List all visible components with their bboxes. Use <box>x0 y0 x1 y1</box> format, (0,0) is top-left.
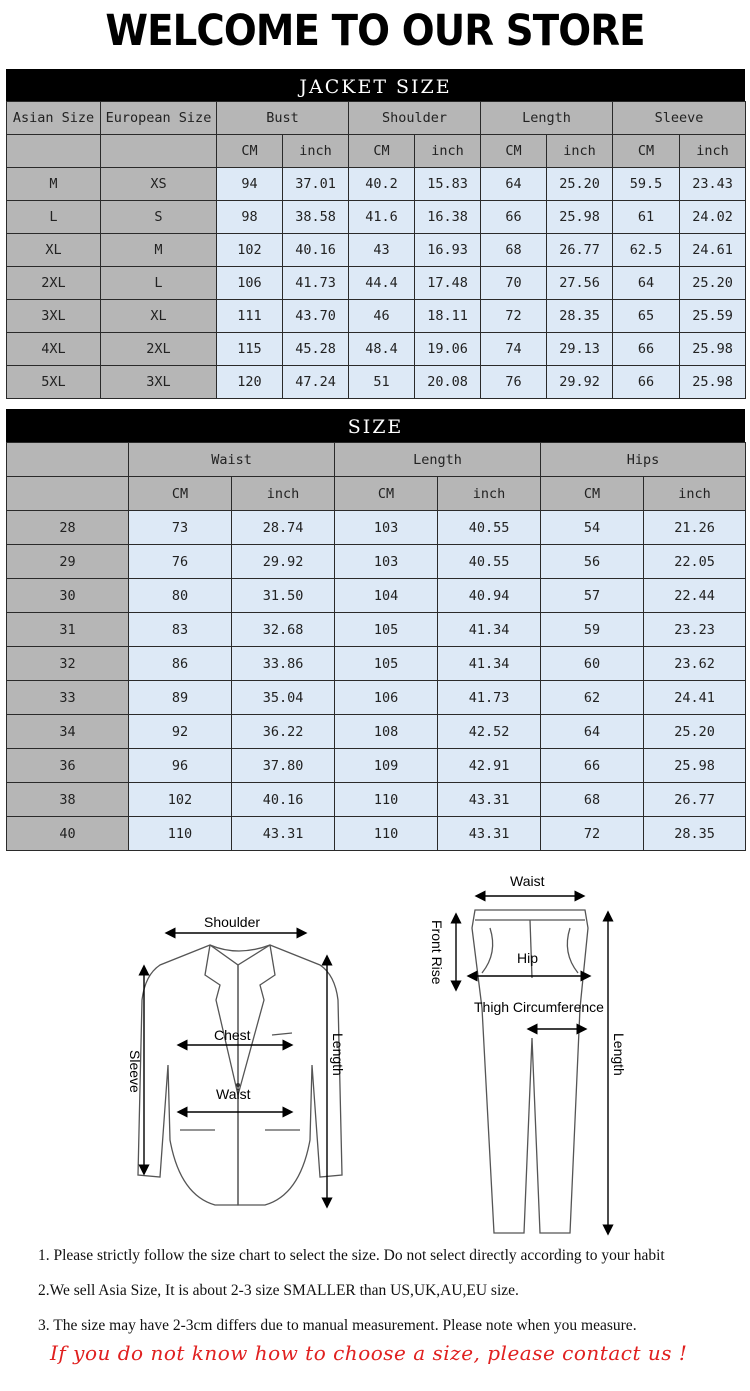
measurement-cell: 66 <box>613 366 680 399</box>
measurement-cell: 25.20 <box>644 715 746 749</box>
jacket-size-row <box>7 333 746 366</box>
hip-label: Hip <box>517 950 539 966</box>
pants-size-cell: 30 <box>7 579 129 613</box>
measurement-cell: 72 <box>541 817 644 851</box>
measurement-cell: 42.91 <box>438 749 541 783</box>
measurement-cell: 41.34 <box>438 613 541 647</box>
pants-unit-row <box>7 477 746 511</box>
measurement-cell: 61 <box>613 201 680 234</box>
measurement-cell: 96 <box>129 749 232 783</box>
measurement-cell: 106 <box>217 267 283 300</box>
measurement-cell: 23.43 <box>680 168 746 201</box>
pants-size-cell: 36 <box>7 749 129 783</box>
note-1: 1. Please strictly follow the size chart to select the size. Do not select directly according to your habit <box>38 1247 665 1264</box>
measurement-cell: 45.28 <box>283 333 349 366</box>
measurement-cell: 76 <box>129 545 232 579</box>
measurement-cell: 120 <box>217 366 283 399</box>
jacket-header-row <box>7 102 746 135</box>
sleeve-header: Sleeve <box>613 102 746 135</box>
jacket-size-row <box>7 234 746 267</box>
measurement-cell: 17.48 <box>415 267 481 300</box>
shoulder-header: Shoulder <box>349 102 481 135</box>
length-header: Length <box>335 443 541 477</box>
measurement-cell: 104 <box>335 579 438 613</box>
measurement-cell: 40.55 <box>438 545 541 579</box>
measurement-cell: 41.6 <box>349 201 415 234</box>
measurement-cell: 41.34 <box>438 647 541 681</box>
measurement-cell: 25.98 <box>547 201 613 234</box>
measurement-cell: 20.08 <box>415 366 481 399</box>
jacket-unit-row <box>7 135 746 168</box>
pants-measurement-diagram <box>420 868 640 1238</box>
front-rise-label: Front Rise <box>429 920 445 985</box>
shoulder-label: Shoulder <box>204 914 261 930</box>
measurement-cell: 59 <box>541 613 644 647</box>
measurement-cell: 44.4 <box>349 267 415 300</box>
measurement-cell: 72 <box>481 300 547 333</box>
measurement-cell: 19.06 <box>415 333 481 366</box>
measurement-cell: 16.93 <box>415 234 481 267</box>
jacket-size-table <box>6 101 746 399</box>
pants-size-row <box>7 511 746 545</box>
european-size-cell: L <box>101 267 217 300</box>
measurement-cell: 43.31 <box>438 783 541 817</box>
sleeve-label: Sleeve <box>127 1050 143 1093</box>
measurement-cell: 86 <box>129 647 232 681</box>
measurement-cell: 64 <box>541 715 644 749</box>
hips-header: Hips <box>541 443 746 477</box>
unit-inch: inch <box>232 477 335 511</box>
measurement-cell: 106 <box>335 681 438 715</box>
pants-size-row <box>7 749 746 783</box>
european-size-cell: M <box>101 234 217 267</box>
store-title: WELCOME TO OUR STORE <box>105 6 645 56</box>
measurement-cell: 92 <box>129 715 232 749</box>
measurement-cell: 41.73 <box>283 267 349 300</box>
jacket-waist-label: Waist <box>216 1086 251 1102</box>
measurement-cell: 60 <box>541 647 644 681</box>
pants-size-row <box>7 783 746 817</box>
measurement-cell: 24.61 <box>680 234 746 267</box>
measurement-cell: 43.70 <box>283 300 349 333</box>
measurement-cell: 105 <box>335 613 438 647</box>
pants-waist-label: Waist <box>510 873 545 889</box>
measurement-cell: 29.92 <box>547 366 613 399</box>
measurement-cell: 66 <box>613 333 680 366</box>
european-size-cell: XS <box>101 168 217 201</box>
measurement-cell: 56 <box>541 545 644 579</box>
measurement-cell: 25.98 <box>644 749 746 783</box>
measurement-cell: 24.41 <box>644 681 746 715</box>
european-size-cell: 2XL <box>101 333 217 366</box>
pants-length-label: Length <box>611 1033 627 1076</box>
measurement-cell: 26.77 <box>644 783 746 817</box>
jacket-measurement-diagram <box>120 905 360 1215</box>
pants-header-row <box>7 443 746 477</box>
measurement-cell: 54 <box>541 511 644 545</box>
measurement-cell: 109 <box>335 749 438 783</box>
waist-header: Waist <box>129 443 335 477</box>
measurement-cell: 66 <box>481 201 547 234</box>
measurement-cell: 103 <box>335 511 438 545</box>
measurement-cell: 51 <box>349 366 415 399</box>
pants-size-cell: 28 <box>7 511 129 545</box>
measurement-cell: 40.16 <box>283 234 349 267</box>
unit-cm: CM <box>481 135 547 168</box>
measurement-cell: 21.26 <box>644 511 746 545</box>
measurement-cell: 111 <box>217 300 283 333</box>
pants-size-cell: 40 <box>7 817 129 851</box>
measurement-cell: 40.94 <box>438 579 541 613</box>
measurement-cell: 47.24 <box>283 366 349 399</box>
asian-size-header: Asian Size <box>7 102 101 135</box>
measurement-cell: 26.77 <box>547 234 613 267</box>
jacket-size-title: JACKET SIZE <box>6 69 745 102</box>
note-3: 3. The size may have 2-3cm differs due to manual measurement. Please note when you measure. <box>38 1317 637 1334</box>
measurement-cell: 110 <box>335 783 438 817</box>
measurement-cell: 23.62 <box>644 647 746 681</box>
measurement-cell: 65 <box>613 300 680 333</box>
measurement-cell: 37.01 <box>283 168 349 201</box>
measurement-cell: 25.98 <box>680 333 746 366</box>
asian-size-cell: XL <box>7 234 101 267</box>
jacket-size-row <box>7 168 746 201</box>
thigh-label: Thigh Circumference <box>474 999 604 1015</box>
pants-size-cell: 38 <box>7 783 129 817</box>
measurement-cell: 108 <box>335 715 438 749</box>
measurement-cell: 62 <box>541 681 644 715</box>
unit-inch: inch <box>680 135 746 168</box>
unit-inch: inch <box>283 135 349 168</box>
asian-size-cell: 2XL <box>7 267 101 300</box>
measurement-cell: 43.31 <box>438 817 541 851</box>
measurement-cell: 25.20 <box>680 267 746 300</box>
pants-measure-arrows <box>456 896 608 1230</box>
pants-size-cell: 32 <box>7 647 129 681</box>
pants-size-row <box>7 715 746 749</box>
measurement-cell: 70 <box>481 267 547 300</box>
measurement-cell: 76 <box>481 366 547 399</box>
jacket-outline <box>138 945 342 1205</box>
measurement-cell: 23.23 <box>644 613 746 647</box>
pants-size-cell: 34 <box>7 715 129 749</box>
measurement-cell: 68 <box>481 234 547 267</box>
measurement-cell: 16.38 <box>415 201 481 234</box>
measurement-cell: 42.52 <box>438 715 541 749</box>
measurement-cell: 59.5 <box>613 168 680 201</box>
jacket-length-label: Length <box>330 1033 346 1076</box>
measurement-cell: 25.59 <box>680 300 746 333</box>
measurement-cell: 64 <box>481 168 547 201</box>
measurement-cell: 74 <box>481 333 547 366</box>
measurement-cell: 89 <box>129 681 232 715</box>
pants-size-row <box>7 579 746 613</box>
measurement-cell: 102 <box>217 234 283 267</box>
pants-size-row <box>7 545 746 579</box>
unit-cm: CM <box>335 477 438 511</box>
measurement-cell: 40.55 <box>438 511 541 545</box>
measurement-cell: 35.04 <box>232 681 335 715</box>
jacket-measure-arrows <box>144 933 327 1203</box>
measurement-cell: 57 <box>541 579 644 613</box>
note-2: 2.We sell Asia Size, It is about 2-3 size SMALLER than US,UK,AU,EU size. <box>38 1282 519 1299</box>
blank-cell <box>7 135 101 168</box>
jacket-size-row <box>7 366 746 399</box>
pants-size-table <box>6 442 746 851</box>
length-header: Length <box>481 102 613 135</box>
measurement-cell: 105 <box>335 647 438 681</box>
measurement-cell: 110 <box>335 817 438 851</box>
unit-cm: CM <box>129 477 232 511</box>
measurement-cell: 25.20 <box>547 168 613 201</box>
measurement-cell: 64 <box>613 267 680 300</box>
measurement-cell: 103 <box>335 545 438 579</box>
measurement-cell: 68 <box>541 783 644 817</box>
asian-size-cell: 4XL <box>7 333 101 366</box>
measurement-cell: 18.11 <box>415 300 481 333</box>
asian-size-cell: M <box>7 168 101 201</box>
measurement-cell: 37.80 <box>232 749 335 783</box>
unit-inch: inch <box>438 477 541 511</box>
unit-cm: CM <box>217 135 283 168</box>
unit-inch: inch <box>644 477 746 511</box>
measurement-cell: 24.02 <box>680 201 746 234</box>
contact-note: If you do not know how to choose a size, please contact us ! <box>50 1341 688 1365</box>
measurement-cell: 22.05 <box>644 545 746 579</box>
unit-cm: CM <box>613 135 680 168</box>
jacket-size-row <box>7 300 746 333</box>
measurement-cell: 115 <box>217 333 283 366</box>
measurement-cell: 62.5 <box>613 234 680 267</box>
measurement-cell: 29.13 <box>547 333 613 366</box>
jacket-size-row <box>7 267 746 300</box>
measurement-cell: 28.35 <box>547 300 613 333</box>
measurement-cell: 15.83 <box>415 168 481 201</box>
measurement-cell: 41.73 <box>438 681 541 715</box>
measurement-cell: 22.44 <box>644 579 746 613</box>
european-size-header: European Size <box>101 102 217 135</box>
bust-header: Bust <box>217 102 349 135</box>
european-size-cell: XL <box>101 300 217 333</box>
measurement-cell: 98 <box>217 201 283 234</box>
unit-cm: CM <box>541 477 644 511</box>
measurement-cell: 25.98 <box>680 366 746 399</box>
chest-label: Chest <box>214 1027 251 1043</box>
pants-size-cell: 33 <box>7 681 129 715</box>
measurement-cell: 73 <box>129 511 232 545</box>
pants-size-row <box>7 817 746 851</box>
measurement-cell: 28.74 <box>232 511 335 545</box>
pants-size-cell: 29 <box>7 545 129 579</box>
pants-size-row <box>7 613 746 647</box>
unit-cm: CM <box>349 135 415 168</box>
measurement-cell: 27.56 <box>547 267 613 300</box>
measurement-cell: 29.92 <box>232 545 335 579</box>
measurement-cell: 31.50 <box>232 579 335 613</box>
measurement-cell: 38.58 <box>283 201 349 234</box>
measurement-cell: 66 <box>541 749 644 783</box>
asian-size-cell: 5XL <box>7 366 101 399</box>
measurement-cell: 33.86 <box>232 647 335 681</box>
unit-inch: inch <box>415 135 481 168</box>
measurement-cell: 102 <box>129 783 232 817</box>
blank-cell <box>7 477 129 511</box>
jacket-size-row <box>7 201 746 234</box>
measurement-cell: 32.68 <box>232 613 335 647</box>
pants-size-title: SIZE <box>6 409 745 442</box>
measurement-cell: 94 <box>217 168 283 201</box>
european-size-cell: S <box>101 201 217 234</box>
measurement-cell: 40.2 <box>349 168 415 201</box>
measurement-cell: 110 <box>129 817 232 851</box>
pants-size-row <box>7 681 746 715</box>
measurement-cell: 46 <box>349 300 415 333</box>
asian-size-cell: 3XL <box>7 300 101 333</box>
unit-inch: inch <box>547 135 613 168</box>
measurement-cell: 40.16 <box>232 783 335 817</box>
pants-size-cell: 31 <box>7 613 129 647</box>
blank-cell <box>7 443 129 477</box>
measurement-cell: 36.22 <box>232 715 335 749</box>
measurement-cell: 80 <box>129 579 232 613</box>
blank-cell <box>101 135 217 168</box>
pants-size-row <box>7 647 746 681</box>
measurement-cell: 83 <box>129 613 232 647</box>
measurement-cell: 28.35 <box>644 817 746 851</box>
asian-size-cell: L <box>7 201 101 234</box>
european-size-cell: 3XL <box>101 366 217 399</box>
measurement-cell: 48.4 <box>349 333 415 366</box>
measurement-cell: 43.31 <box>232 817 335 851</box>
measurement-cell: 43 <box>349 234 415 267</box>
